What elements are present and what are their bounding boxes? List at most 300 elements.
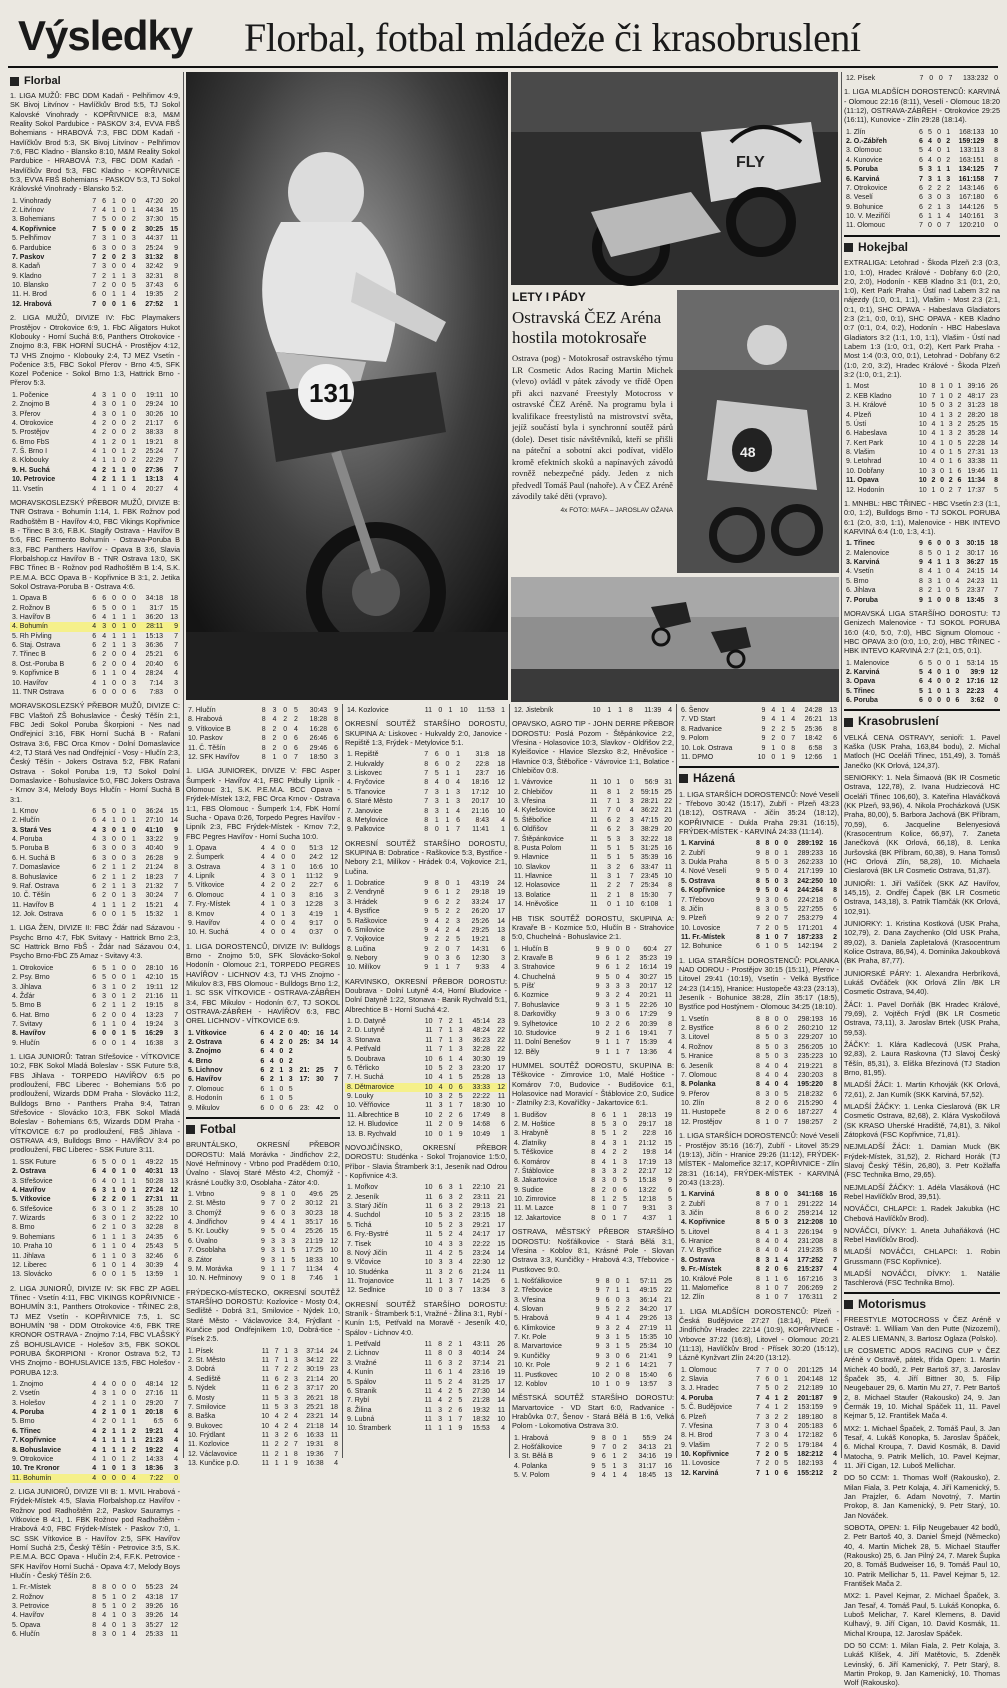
stat-cell: 36:27	[966, 559, 985, 566]
stat-cell: 11	[590, 798, 598, 806]
stat-cell: 7	[174, 642, 178, 650]
stat-cell: 5	[438, 1212, 443, 1220]
stat-cell: 11	[261, 1375, 270, 1383]
stat-cell: 3	[438, 1406, 443, 1414]
table-row	[10, 456, 180, 465]
stat-cell: 6	[92, 1224, 97, 1232]
stat-cell: 6	[92, 1252, 97, 1260]
stat-cell: 0	[121, 457, 126, 465]
stat-cell: 6	[458, 1406, 463, 1414]
team-cell: 5. Třinec	[846, 687, 875, 695]
stat-cell: 4	[174, 1446, 178, 1454]
stat-cell: 6	[438, 1369, 443, 1377]
stat-cell: 37:14	[472, 1359, 490, 1367]
table-row	[10, 964, 180, 973]
stat-cell: 11	[261, 1385, 270, 1393]
stat-cell: 3	[765, 1432, 770, 1440]
stat-cell: 6	[438, 1193, 443, 1201]
team-cell: 3. Vražné	[347, 1359, 377, 1367]
team-cell: 2. Šumperk	[188, 854, 224, 862]
table-row	[679, 1108, 839, 1117]
stat-cell: 9	[595, 954, 600, 962]
stat-cell: 13:34	[472, 1287, 490, 1295]
table-row	[10, 1011, 180, 1020]
stat-cell: 3	[605, 1352, 610, 1360]
svg-text:FLY: FLY	[736, 154, 765, 171]
stat-cell: 9	[761, 725, 766, 733]
stat-cell: 0	[937, 549, 942, 557]
stat-cell: 10	[330, 863, 338, 871]
stat-cell: 1	[937, 203, 942, 211]
stat-cell: 0	[112, 1584, 117, 1592]
stat-cell: 2	[102, 466, 106, 474]
stat-cell: 0	[774, 859, 779, 866]
stat-cell: 6	[918, 697, 923, 705]
table-row	[10, 1455, 180, 1464]
stat-cell: 10	[424, 1130, 433, 1138]
table-row	[679, 734, 839, 743]
stat-cell: 8	[628, 707, 633, 714]
stat-cell: 1	[112, 1593, 117, 1601]
stat-cell: 9	[261, 1200, 265, 1208]
stat-cell: 1	[448, 1369, 453, 1377]
stat-cell: 27:31	[967, 449, 985, 457]
table-row	[10, 973, 180, 982]
stat-cell: 10	[497, 1102, 505, 1110]
stat-cell: 5	[928, 549, 932, 557]
team-cell: 14. Kozlovice	[347, 707, 389, 714]
stat-cell: 0	[102, 300, 106, 308]
stat-cell: 1	[121, 272, 126, 280]
stat-cell: 2	[623, 1444, 628, 1452]
stat-cell: 0	[774, 1247, 779, 1255]
stat-cell: 0	[612, 1434, 617, 1442]
table-row	[186, 1356, 340, 1365]
stat-cell: 3	[102, 983, 106, 991]
stat-cell: 7	[919, 75, 924, 82]
stat-cell: 1	[112, 1243, 116, 1251]
stat-cell: 5	[607, 844, 612, 852]
stat-cell: 6	[334, 735, 338, 743]
stat-cell: 1	[284, 1357, 289, 1365]
stat-cell: 30:17	[966, 549, 985, 557]
team-cell: 6. Úvalno	[188, 1237, 218, 1245]
stat-cell: 1	[112, 1427, 116, 1435]
stat-cell: 21	[497, 1184, 505, 1192]
stat-cell: 11	[590, 844, 598, 852]
stat-cell: 4	[458, 1378, 463, 1386]
stat-cell: 11	[261, 1441, 270, 1449]
stat-cell: 7	[623, 1205, 628, 1213]
team-cell: 7. Poruba	[846, 596, 878, 604]
stat-cell: 19	[497, 889, 505, 897]
stat-cell: 3	[833, 744, 837, 752]
stat-cell: 2	[946, 156, 951, 164]
stat-cell: 4	[92, 1465, 97, 1473]
stat-cell: 8	[591, 1205, 596, 1213]
stat-cell: 1	[112, 1390, 116, 1398]
stat-cell: 5	[784, 924, 788, 932]
stat-cell: 7	[291, 1265, 296, 1273]
team-cell: 5. Poruba B	[12, 845, 49, 853]
stat-cell: 7	[92, 263, 97, 271]
standings-table	[10, 594, 180, 697]
stat-cell: 8	[918, 568, 923, 576]
stat-cell: 0	[434, 826, 439, 834]
stat-cell: 7	[756, 924, 760, 932]
stat-cell: 2	[605, 1020, 610, 1028]
table-row	[345, 1415, 507, 1424]
stat-cell: 3	[174, 679, 178, 687]
stat-cell: 0	[121, 235, 126, 243]
team-cell: 4. Kopřivnice	[12, 225, 56, 233]
stat-cell: 1	[833, 753, 837, 761]
stat-cell: 15	[170, 207, 178, 215]
stat-cell: 1	[112, 882, 116, 890]
motorismus-results	[844, 1315, 1000, 1687]
stat-cell: 4	[174, 1261, 178, 1269]
stat-cell: 6	[833, 1090, 837, 1098]
stat-cell: 6	[765, 1025, 770, 1033]
stat-cell	[326, 1085, 340, 1094]
stat-cell: 0	[283, 753, 288, 761]
stat-cell: 5	[625, 1001, 630, 1009]
standings-table	[345, 1017, 507, 1139]
stat-cell: 2	[458, 1212, 463, 1220]
stat-cell: 4	[791, 716, 796, 724]
stat-cell: 0	[928, 222, 932, 230]
team-cell: 2. Rožnov	[12, 1593, 44, 1601]
stat-cell: 0	[112, 1465, 116, 1473]
team-cell: 2. Psy. Brno	[12, 974, 50, 982]
stat-cell: 11	[261, 1347, 270, 1355]
stat-cell: 12:30	[471, 955, 490, 963]
team-cell: 12. Bohunice	[681, 943, 722, 951]
team-cell: 8. H. Brod	[681, 1432, 713, 1440]
stat-cell: 7:46	[309, 1275, 323, 1283]
stat-cell: 4	[291, 1228, 296, 1236]
team-cell: 11. Havířov B	[12, 901, 54, 909]
team-cell: 3. Havířov B	[12, 613, 51, 621]
stat-cell: 11	[424, 707, 433, 714]
stat-cell: 6	[455, 1083, 465, 1092]
stat-cell: 10	[918, 420, 927, 428]
stat-cell: 1	[274, 1460, 279, 1468]
table-row	[186, 1218, 340, 1227]
stat-cell: 4	[833, 1460, 837, 1468]
team-cell: 3. Znojmo	[188, 1048, 222, 1056]
stat-cell: 0	[112, 1455, 116, 1463]
stat-cell: 3	[291, 1237, 296, 1245]
stat-cell: 16	[829, 840, 837, 848]
stat-cell: 25:	[299, 1038, 310, 1046]
stat-cell: 23:11	[473, 1193, 490, 1201]
stat-cell: 3	[102, 836, 106, 844]
stat-cell: 15:30	[640, 891, 659, 899]
stat-cell: 25:28	[472, 1074, 490, 1082]
stat-cell: 16:38	[145, 1039, 164, 1047]
stat-cell: 3	[948, 411, 953, 419]
table-row	[345, 760, 507, 769]
stat-cell: 2	[458, 1203, 463, 1211]
table-row	[844, 175, 1000, 184]
table-row	[10, 669, 180, 678]
table-row	[10, 447, 180, 456]
team-cell: 13. Bolatice	[514, 891, 551, 899]
stat-cell: 8	[994, 147, 998, 155]
table-row	[345, 1130, 507, 1139]
stat-cell: 6	[92, 1021, 97, 1029]
stat-cell: 1	[112, 983, 116, 991]
stat-cell: 2	[438, 1121, 443, 1129]
stat-cell: 15	[497, 1240, 505, 1248]
stat-cell: 4	[261, 873, 265, 880]
stat-cell: 6	[833, 905, 837, 913]
stat-cell: 10	[420, 1083, 435, 1092]
stat-cell: 1	[501, 1130, 505, 1138]
stat-cell: 6	[260, 1038, 265, 1046]
table-row	[679, 1293, 839, 1302]
stat-cell: 6	[92, 670, 97, 678]
stat-cell: 0	[774, 1015, 779, 1023]
result-text: DO 50 CCM: 1. Thomas Wolf (Rakousko), 2. Milan Fiala, 3. Petr Kolaja, 4. Jiří Kamenický, 5. Jan Prajzler, 6. Adam Novotný, 7. Martin Prokop, 8. Jan Kamenický, 9. Petr Starý, 10. Jan Nováček.	[844, 1473, 1000, 1520]
stat-cell: 1	[765, 1275, 770, 1283]
photo-freestyle-jump	[511, 577, 839, 702]
stat-cell: 7:14	[149, 679, 164, 687]
stat-cell: 1	[131, 207, 136, 215]
stat-cell: 26:28	[145, 854, 164, 862]
stat-cell: 2	[931, 477, 936, 485]
stat-cell: 2	[132, 1603, 136, 1611]
stat-cell: 9	[424, 936, 429, 944]
team-cell: 1. Malenovice	[846, 659, 890, 667]
stat-cell: 0	[781, 744, 786, 752]
result-text: SENIORKY: 1. Nela Šimaová (BK IR Cosmetic Ostrava, 122,78), 2. Ivana Hudziecová HC Oceláři Třinec 106,60), 3. Kateřina Hlaváčková (KK Plzeň, 93,96), 4. Nikola Procházková (USK Praha, 80,00), 5. Barbora Jachová (BK Příbram, 70,59), 6. Jacqueline Belenyesiová (Krasocentrum Kolice, 66,97), 7. Zaneta Janečková (KK Orlová, 66,18), 8. Lenka Juršovská (BK Příbram, 60,38), 9. Hana Tomsů (HC Orlová Zlín, 58,28), 10. Michaela Cieslarová (BK LR Cosmetic Ostrava, 51,37).	[844, 773, 1000, 876]
stat-cell: 10	[829, 1034, 837, 1042]
stat-cell: 5	[131, 1030, 136, 1038]
stat-cell: 1	[946, 668, 951, 676]
stat-cell: 9	[261, 1190, 265, 1198]
stat-cell: 3	[765, 1256, 770, 1264]
stat-cell: 0	[774, 1385, 779, 1393]
stat-cell: 0	[434, 955, 439, 963]
stat-cell: 6	[434, 889, 439, 897]
stat-cell: 8	[424, 779, 429, 787]
stat-cell: 1	[121, 401, 126, 409]
section-title: Výsledky	[18, 12, 193, 59]
stat-cell: 12	[170, 1380, 178, 1388]
stat-cell: 25	[664, 1277, 672, 1285]
stat-cell: 1	[112, 1021, 116, 1029]
stat-cell: 4	[833, 915, 837, 923]
stat-cell: 0	[112, 300, 116, 308]
stat-cell: 5	[434, 770, 439, 778]
stat-cell: 32:31	[145, 272, 164, 280]
stat-cell: 2	[765, 1266, 770, 1274]
stat-cell: 12	[170, 1186, 178, 1194]
stat-cell: 1	[121, 1446, 126, 1454]
stat-cell: 7	[784, 1284, 788, 1292]
table-row	[679, 1246, 839, 1255]
stat-cell: 6	[92, 817, 97, 825]
stat-cell: 0	[112, 854, 116, 862]
stat-cell: 3:62	[970, 697, 985, 705]
stat-cell: 9	[756, 887, 760, 895]
stat-cell: 0	[946, 697, 951, 705]
team-cell: 5. Litovel	[681, 1228, 710, 1236]
stat-cell: 1	[615, 954, 620, 962]
stat-cell: 44:34	[145, 207, 164, 215]
team-cell: 5. Raškovice	[347, 917, 388, 925]
stat-cell: 7	[994, 587, 998, 595]
stat-cell: 5	[625, 1334, 630, 1342]
stat-cell: 1	[448, 1102, 453, 1110]
team-cell: 8. Radvanice	[681, 725, 722, 733]
stat-cell: 3	[131, 892, 136, 900]
stat-cell: 9	[591, 1472, 596, 1480]
stat-cell: 1	[121, 873, 126, 881]
table-row	[512, 1305, 674, 1314]
table-row	[186, 1047, 340, 1056]
stat-cell: 29:13	[472, 1203, 490, 1211]
table-row	[844, 696, 1000, 705]
stat-cell: 2	[781, 725, 786, 733]
stat-cell: 0	[102, 1030, 106, 1038]
stat-cell: 7	[756, 1366, 760, 1374]
stat-cell: 26	[990, 383, 998, 391]
stat-cell: 0	[121, 983, 126, 991]
table-row	[679, 1384, 839, 1393]
result-text: VELKÁ CENA OSTRAVY, senioři: 1. Pavel Kaška (USK Praha, 163,84 bodu), 2. Michal Matloch (HC Oceláři Třinec, 151,49), 3. Tomáš Janečko (KK Orlová, 124,37).	[844, 732, 1000, 770]
stat-cell: 259:214	[797, 1209, 823, 1217]
article-body: Ostrava (pog) - Motokrosař ostravského týmu LR Cosmetic Ados Racing Martin Michek (vlevo) ovládl v pátek závody ve třídě Open při akci nazvané Freestyly Motocross v ostravské ČEZ Aréně. Na programu byla i kvalifikace freestylistů na mistrovství světa, jejíž součástí byla i synchronní soutěž párů (dole). Deset tisíc návštěvníků, kteří se přišli na páteční a sobotní akci podívat, vidělo kromě efektních skoků a napínavých závodů rovněž nebezpečné pády. Jeden z nich předvedl Tomáš Paul (nahoře). A v ČEZ Aréně závodily také děti (vpravo).	[512, 353, 673, 502]
team-cell: 12. Písek	[846, 75, 876, 82]
stat-cell: 21:28	[472, 1397, 490, 1405]
stat-cell: 0	[131, 410, 136, 418]
stat-cell: 2	[957, 411, 962, 419]
stat-cell: 30:27	[639, 973, 657, 981]
table-row	[345, 1240, 507, 1249]
table-row	[844, 146, 1000, 155]
stat-cell: 2	[102, 864, 106, 872]
stat-cell: 0	[994, 222, 998, 230]
stat-cell: 0	[940, 477, 945, 485]
stat-cell: 15	[170, 1158, 178, 1166]
stat-cell: 3	[438, 1416, 443, 1424]
stat-cell: 3	[625, 983, 630, 991]
stat-cell: 14:33	[145, 1455, 164, 1463]
stat-cell: 2	[284, 1366, 289, 1374]
stat-cell: 182:193	[797, 1460, 823, 1468]
table-row	[512, 1020, 674, 1029]
stat-cell: 7	[458, 1416, 463, 1424]
stat-cell: 0	[121, 429, 126, 437]
stat-cell: 3	[293, 1403, 298, 1411]
stat-cell: 16	[829, 1191, 837, 1199]
team-cell: 2. Lichnov	[347, 1350, 379, 1358]
stat-cell: 3	[931, 467, 936, 475]
stat-cell: 8	[765, 1191, 770, 1199]
stat-cell: 1	[112, 1612, 117, 1620]
stat-cell: 2	[284, 1385, 289, 1393]
stat-cell: 7	[456, 826, 461, 834]
column-right	[844, 72, 1000, 1688]
stat-cell: 0	[108, 622, 118, 631]
team-cell: 11. Dolní Benešov	[514, 1039, 571, 1047]
stat-cell: 10	[664, 1334, 672, 1342]
team-cell: 11. Hlavnice	[514, 873, 553, 881]
stat-cell: 2	[607, 882, 612, 890]
stat-cell: 9	[595, 1011, 600, 1019]
stat-cell: 4	[269, 1057, 274, 1065]
stat-cell: 6	[92, 974, 97, 982]
stat-cell: 2	[131, 1446, 136, 1454]
stat-cell: 6	[174, 651, 178, 659]
team-cell: 3. H. Králové	[846, 402, 887, 410]
stat-cell: 4	[92, 836, 97, 844]
table-row	[10, 244, 180, 253]
stat-cell: 1	[122, 613, 126, 621]
stat-cell: 5	[784, 1090, 788, 1098]
stat-cell: 3	[102, 1390, 106, 1398]
stat-cell: 2	[625, 1305, 630, 1313]
stat-cell: 1	[615, 1362, 620, 1370]
stat-cell: 4	[931, 430, 936, 438]
stat-cell: 187:233	[797, 934, 823, 941]
stat-cell: 4	[261, 854, 265, 862]
stat-cell: 1	[612, 1130, 617, 1138]
stat-cell: 8	[756, 1275, 760, 1283]
stat-cell: 3	[458, 1350, 463, 1358]
stat-cell: 6	[92, 1177, 97, 1185]
stat-cell: 21:24	[145, 864, 164, 872]
stat-cell: 3	[928, 166, 932, 174]
team-cell: 11. H. Brod	[12, 291, 47, 299]
stat-cell: 1	[121, 901, 126, 909]
stat-cell: 34:16	[638, 1453, 657, 1461]
stat-cell: 0	[774, 1062, 779, 1070]
stat-cell: 1	[612, 1462, 617, 1470]
stat-cell: 6	[92, 244, 97, 252]
team-cell: 1. Vávrovice	[514, 779, 553, 787]
stat-cell: 3	[458, 1046, 463, 1054]
stat-cell: 9	[334, 707, 338, 714]
table-row	[679, 706, 839, 715]
result-text: MĚSTSKÁ SOUTĚŽ STARŠÍHO DOROSTU: Marvartovice - VD Start 6:0, Radvanice - Hrabůvka 0:7, Šenov - Stará Bělá B 1:6, Velká Polom - Lokomotiva Ostrava 3:0.	[512, 1393, 674, 1431]
stat-cell: 2	[291, 1200, 296, 1208]
team-cell: 11. Olomouc	[846, 222, 886, 230]
stat-cell: 4	[92, 429, 97, 437]
stat-cell: 7	[756, 1441, 760, 1449]
table-row	[10, 1464, 180, 1473]
stat-cell: 1	[784, 849, 788, 857]
team-cell: 4. Havířov	[12, 1186, 46, 1194]
team-cell: 1. Vinohrady	[12, 197, 52, 205]
team-cell: 10. Zimrovice	[514, 1196, 557, 1204]
stat-cell	[326, 1094, 340, 1103]
stat-cell: 1	[948, 467, 953, 475]
stat-cell: 16	[990, 549, 998, 557]
stat-cell: 1	[616, 901, 621, 909]
stat-cell: 11	[170, 1390, 178, 1398]
stat-cell: 3	[456, 917, 461, 925]
stat-cell: 1	[615, 1287, 620, 1295]
stat-cell: 8	[765, 1015, 770, 1023]
stat-cell: 12	[330, 844, 338, 852]
stat-cell: 6	[625, 1029, 630, 1037]
stat-cell: 4	[601, 1139, 606, 1147]
stat-cell: 4	[132, 670, 136, 678]
